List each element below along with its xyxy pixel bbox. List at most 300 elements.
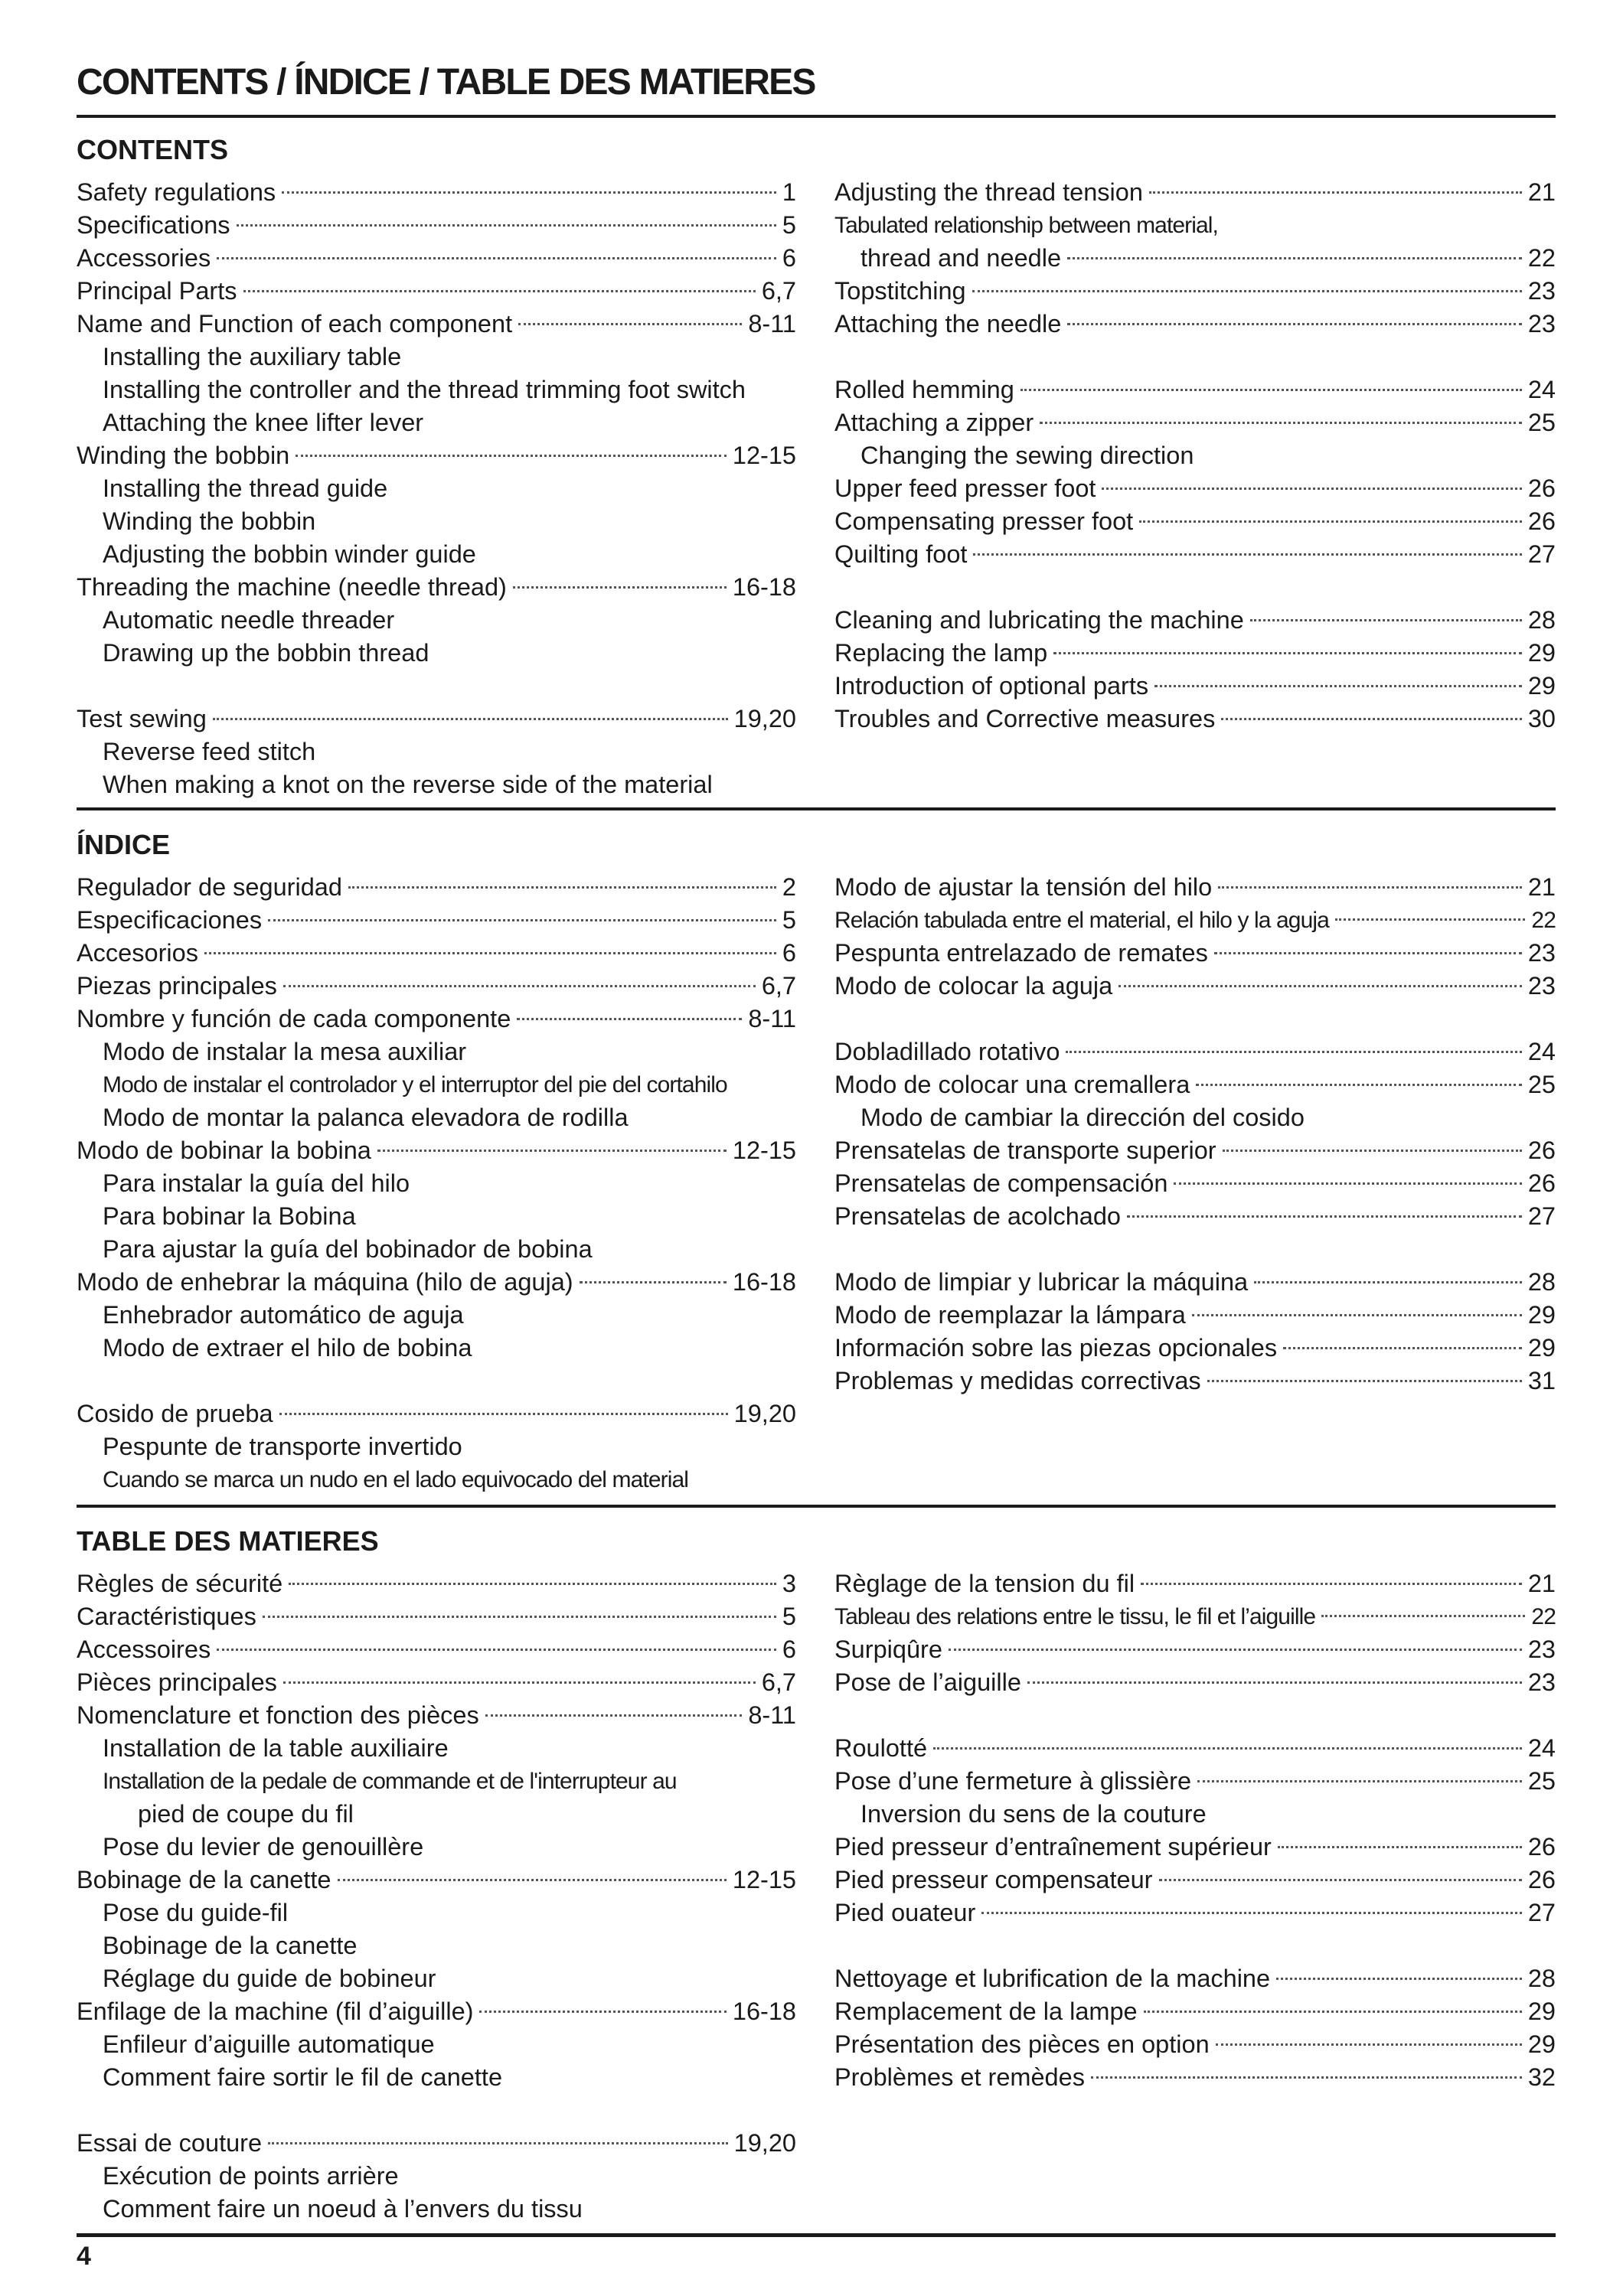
- toc-entry-title: Pied ouateur: [834, 1899, 976, 1926]
- toc-entry: [77, 1003, 796, 1035]
- dot-leader: [268, 2142, 728, 2144]
- dot-leader: [1278, 1846, 1522, 1848]
- toc-entry-title: Pespunta entrelazado de remates: [834, 939, 1208, 967]
- section-heading: ÍNDICE: [77, 829, 171, 860]
- section-contents: [77, 132, 1556, 798]
- section-table-des-matieres: [77, 1523, 1556, 2223]
- toc-entry: [834, 406, 1556, 439]
- toc-entry-title: Enfileur d’aiguille automatique: [103, 2030, 435, 2058]
- toc-entry: [77, 2028, 796, 2061]
- dot-leader: [1216, 2043, 1522, 2046]
- dot-leader: [237, 224, 776, 227]
- dot-leader: [1283, 1347, 1522, 1349]
- toc-entry-page: 29: [1527, 2030, 1556, 2058]
- toc-entry-title: Nomenclature et fonction des pièces: [77, 1701, 479, 1729]
- dot-leader: [243, 290, 756, 292]
- toc-entry: [77, 2160, 796, 2193]
- toc-entry-title: Exécution de points arrière: [103, 2162, 399, 2190]
- toc-entry-title: Présentation des pièces en option: [834, 2030, 1210, 2058]
- toc-entry: [77, 1167, 796, 1200]
- section-heading: CONTENTS: [77, 134, 228, 165]
- toc-entry-title: Winding the bobbin: [77, 442, 290, 469]
- dot-leader: [213, 718, 728, 720]
- toc-entry-title: Problemas y medidas correctivas: [834, 1367, 1201, 1394]
- toc-entry-title: Regulador de seguridad: [77, 873, 342, 901]
- toc-entry-title: Especificaciones: [77, 906, 263, 934]
- toc-entry: [834, 1035, 1556, 1068]
- toc-entry: [834, 505, 1556, 538]
- toc-entry-title: Para ajustar la guía del bobinador de bobina: [103, 1235, 593, 1263]
- toc-entry: [77, 970, 796, 1003]
- toc-entry-title: Caractéristiques: [77, 1603, 256, 1630]
- toc-entry-title: Pose de l’aiguille: [834, 1668, 1021, 1696]
- toc-entry: [834, 1962, 1556, 1995]
- toc-entry-title: Surpiqûre: [834, 1636, 942, 1663]
- toc-entry: [77, 1864, 796, 1896]
- toc-column-right: [834, 871, 1556, 1397]
- toc-entry: [834, 1266, 1556, 1299]
- dot-leader: [1276, 1978, 1522, 1980]
- toc-entry: [834, 604, 1556, 637]
- toc-entry: [77, 1068, 796, 1101]
- dot-leader: [217, 257, 776, 259]
- toc-entry: [77, 1332, 796, 1365]
- toc-entry-page: 5: [782, 211, 796, 239]
- dot-leader: [338, 1879, 727, 1881]
- toc-spacer: [834, 1699, 1556, 1732]
- toc-entry: [834, 1299, 1556, 1332]
- toc-entry-page: 29: [1527, 1301, 1556, 1329]
- toc-entry-title: Cleaning and lubricating the machine: [834, 606, 1244, 634]
- dot-leader: [1214, 952, 1522, 954]
- toc-entry: [77, 735, 796, 768]
- toc-entry-title: Modo de montar la palanca elevadora de rodilla: [103, 1104, 629, 1131]
- toc-entry-title: Test sewing: [77, 705, 207, 732]
- dot-leader: [1091, 2076, 1522, 2079]
- dot-leader: [217, 1649, 776, 1651]
- toc-entry-page: 19,20: [733, 2129, 796, 2157]
- dot-leader: [1192, 1314, 1522, 1316]
- toc-entry: [77, 341, 796, 373]
- toc-entry-title: Cuando se marca un nudo en el lado equivocado del material: [103, 1467, 689, 1492]
- toc-entry: [834, 637, 1556, 670]
- toc-entry-title: Pose du levier de genouillère: [103, 1833, 424, 1861]
- toc-entry-title: Modo de limpiar y lubricar la máquina: [834, 1268, 1249, 1296]
- toc-entry: [77, 1995, 796, 2028]
- toc-entry: [834, 1200, 1556, 1233]
- toc-entry-title: Installation de la pedale de commande et de l'interrupteur au: [103, 1769, 677, 1794]
- toc-entry: [834, 1765, 1556, 1798]
- toc-entry-page: 27: [1527, 1899, 1556, 1926]
- toc-entry-page: 24: [1527, 1734, 1556, 1762]
- toc-entry-page: 30: [1527, 705, 1556, 732]
- toc-entry: [77, 2127, 796, 2160]
- dot-leader: [1221, 718, 1522, 720]
- toc-entry-title: Attaching a zipper: [834, 409, 1034, 436]
- toc-entry-title: Modo de reemplazar la lámpara: [834, 1301, 1186, 1329]
- dot-leader: [1066, 1051, 1521, 1053]
- dot-leader: [1020, 389, 1522, 391]
- toc-entry: [77, 406, 796, 439]
- dot-leader: [513, 586, 727, 589]
- toc-entry-title: Bobinage de la canette: [77, 1866, 331, 1893]
- dot-leader: [1218, 886, 1522, 889]
- toc-spacer: [834, 571, 1556, 604]
- toc-entry-page: 6: [782, 1636, 796, 1663]
- toc-entry-page: 8-11: [748, 310, 796, 338]
- dot-leader: [1197, 1780, 1522, 1782]
- page-title: CONTENTS / ÍNDICE / TABLE DES MATIERES: [77, 62, 815, 103]
- toc-entry-title: Accesorios: [77, 939, 198, 967]
- toc-entry-page: 32: [1527, 2063, 1556, 2091]
- toc-entry: [834, 472, 1556, 505]
- toc-entry: [834, 1798, 1556, 1831]
- toc-entry-page: 16-18: [732, 1998, 796, 2025]
- toc-entry-title: Threading the machine (needle thread): [77, 573, 507, 601]
- toc-entry-title: Safety regulations: [77, 178, 276, 206]
- toc-entry-page: 6,7: [761, 972, 796, 1000]
- toc-entry-title: Modo de instalar el controlador y el interruptor del pie del cortahilo: [103, 1072, 727, 1097]
- toc-entry-title: Relación tabulada entre el material, el hilo y la aguja: [834, 908, 1329, 933]
- toc-entry-page: 23: [1527, 310, 1556, 338]
- toc-entry: [834, 538, 1556, 571]
- toc-entry: [834, 1995, 1556, 2028]
- section-divider: [77, 1505, 1556, 1508]
- toc-column-left: [77, 176, 796, 801]
- toc-entry-page: 21: [1527, 873, 1556, 901]
- toc-entry-title: Prensatelas de acolchado: [834, 1202, 1122, 1230]
- toc-entry: [834, 703, 1556, 735]
- toc-entry: [834, 1167, 1556, 1200]
- toc-spacer: [834, 1929, 1556, 1962]
- toc-entry-page: 22: [1531, 1604, 1556, 1629]
- toc-entry-page: 23: [1527, 972, 1556, 1000]
- section-heading: TABLE DES MATIERES: [77, 1525, 379, 1557]
- toc-entry-page: 1: [782, 178, 796, 206]
- toc-entry: [834, 1732, 1556, 1765]
- toc-entry-title: Introduction of optional parts: [834, 672, 1149, 700]
- toc-entry-title: Modo de colocar la aguja: [834, 972, 1113, 1000]
- dot-leader: [283, 1681, 756, 1684]
- toc-entry: [77, 703, 796, 735]
- toc-entry-title: Pose du guide-fil: [103, 1899, 289, 1926]
- toc-entry-page: 26: [1527, 1866, 1556, 1893]
- toc-entry-page: 26: [1527, 1169, 1556, 1197]
- toc-entry: [834, 1831, 1556, 1864]
- toc-entry-page: 6,7: [761, 1668, 796, 1696]
- dot-leader: [972, 290, 1522, 292]
- toc-entry: [77, 1299, 796, 1332]
- toc-entry: [834, 1896, 1556, 1929]
- toc-entry-title: Installation de la table auxiliaire: [103, 1734, 449, 1762]
- dot-leader: [1067, 257, 1522, 259]
- toc-entry-title: Accessories: [77, 244, 211, 272]
- toc-entry: [77, 571, 796, 604]
- toc-entry-title: pied de coupe du fil: [138, 1800, 354, 1828]
- toc-entry: [834, 373, 1556, 406]
- toc-entry-page: 27: [1527, 1202, 1556, 1230]
- toc-entry: [77, 1463, 796, 1496]
- toc-entry-title: Essai de couture: [77, 2129, 263, 2157]
- dot-leader: [279, 1413, 728, 1415]
- dot-leader: [1118, 985, 1522, 987]
- toc-entry-title: Enfilage de la machine (fil d’aiguille): [77, 1998, 474, 2025]
- toc-entry-title: Rolled hemming: [834, 376, 1014, 403]
- toc-entry-title: Modo de ajustar la tensión del hilo: [834, 873, 1213, 901]
- toc-entry-title: Installing the auxiliary table: [103, 343, 402, 370]
- dot-leader: [1139, 520, 1522, 523]
- toc-entry-page: 21: [1527, 1570, 1556, 1597]
- toc-entry-title: Drawing up the bobbin thread: [103, 639, 429, 667]
- toc-entry: [834, 242, 1556, 275]
- toc-entry-title: Règlage de la tension du fil: [834, 1570, 1135, 1597]
- toc-entry-page: 31: [1527, 1367, 1556, 1394]
- toc-entry: [834, 1101, 1556, 1134]
- toc-entry: [77, 2061, 796, 2094]
- toc-entry-title: Modo de cambiar la dirección del cosido: [860, 1104, 1305, 1131]
- toc-entry-title: Inversion du sens de la couture: [860, 1800, 1207, 1828]
- toc-entry-page: 28: [1527, 1965, 1556, 1992]
- toc-entry: [77, 1896, 796, 1929]
- toc-entry: [77, 1929, 796, 1962]
- dot-leader: [1040, 422, 1522, 424]
- toc-entry-title: Información sobre las piezas opcionales: [834, 1334, 1278, 1362]
- toc-entry-title: Automatic needle threader: [103, 606, 395, 634]
- toc-entry-page: 29: [1527, 1998, 1556, 2025]
- toc-entry-page: 8-11: [748, 1701, 796, 1729]
- toc-entry-title: Modo de colocar una cremallera: [834, 1071, 1190, 1098]
- toc-entry-title: Replacing the lamp: [834, 639, 1048, 667]
- toc-entry-page: 28: [1527, 1268, 1556, 1296]
- toc-entry-page: 29: [1527, 672, 1556, 700]
- toc-entry: [77, 308, 796, 341]
- toc-entry: [77, 637, 796, 670]
- dot-leader: [1159, 1879, 1522, 1881]
- toc-spacer: [834, 1003, 1556, 1035]
- toc-entry: [834, 308, 1556, 341]
- toc-entry: [77, 538, 796, 571]
- toc-entry: [77, 2193, 796, 2226]
- toc-entry-title: Adjusting the bobbin winder guide: [103, 540, 476, 568]
- toc-entry-page: 6,7: [761, 277, 796, 305]
- toc-entry: [77, 439, 796, 472]
- toc-entry-title: Modo de extraer el hilo de bobina: [103, 1334, 472, 1362]
- toc-spacer: [77, 2094, 796, 2127]
- toc-entry-title: Tableau des relations entre le tissu, le fil et l’aiguille: [834, 1604, 1316, 1629]
- toc-entry-title: Tabulated relationship between material,: [834, 213, 1218, 238]
- toc-entry-title: Para instalar la guía del hilo: [103, 1169, 410, 1197]
- toc-entry-title: Specifications: [77, 211, 230, 239]
- toc-entry-title: Règles de sécurité: [77, 1570, 283, 1597]
- toc-entry-title: Remplacement de la lampe: [834, 1998, 1138, 2025]
- toc-entry-page: 29: [1527, 1334, 1556, 1362]
- toc-entry: [834, 1134, 1556, 1167]
- toc-entry: [834, 439, 1556, 472]
- toc-entry-title: Accessoires: [77, 1636, 211, 1663]
- toc-entry: [834, 1068, 1556, 1101]
- toc-entry: [834, 970, 1556, 1003]
- toc-entry-page: 24: [1527, 376, 1556, 403]
- toc-entry: [77, 1831, 796, 1864]
- toc-entry-title: Installing the controller and the thread trimming foot switch: [103, 376, 746, 403]
- toc-entry: [834, 1567, 1556, 1600]
- toc-entry: [77, 1101, 796, 1134]
- toc-entry-title: Enhebrador automático de aguja: [103, 1301, 464, 1329]
- toc-entry-page: 19,20: [733, 705, 796, 732]
- toc-entry-title: Bobinage de la canette: [103, 1932, 358, 1959]
- toc-entry-title: Compensating presser foot: [834, 507, 1134, 535]
- toc-entry-page: 24: [1527, 1038, 1556, 1065]
- toc-entry-title: Pose d’une fermeture à glissière: [834, 1767, 1192, 1795]
- toc-entry: [77, 1397, 796, 1430]
- toc-entry-page: 21: [1527, 178, 1556, 206]
- toc-entry-page: 12-15: [732, 1137, 796, 1164]
- toc-entry: [77, 1134, 796, 1167]
- dot-leader: [1154, 685, 1522, 687]
- toc-entry: [77, 1765, 796, 1798]
- toc-entry: [77, 275, 796, 308]
- toc-entry: [77, 1633, 796, 1666]
- toc-entry-title: Quilting foot: [834, 540, 968, 568]
- toc-entry-page: 23: [1527, 277, 1556, 305]
- toc-entry-title: Topstitching: [834, 277, 966, 305]
- dot-leader: [1223, 1150, 1522, 1152]
- toc-entry-title: Nettoyage et lubrification de la machine: [834, 1965, 1271, 1992]
- dot-leader: [1141, 1583, 1522, 1585]
- toc-entry-page: 28: [1527, 606, 1556, 634]
- toc-entry-title: Prensatelas de compensación: [834, 1169, 1168, 1197]
- dot-leader: [283, 985, 756, 987]
- dot-leader: [377, 1150, 727, 1152]
- toc-entry: [834, 1600, 1556, 1633]
- section-divider: [77, 807, 1556, 810]
- toc-entry-title: Problèmes et remèdes: [834, 2063, 1085, 2091]
- dot-leader: [1207, 1380, 1522, 1382]
- toc-entry: [834, 871, 1556, 904]
- toc-entry: [77, 209, 796, 242]
- toc-entry: [77, 176, 796, 209]
- dot-leader: [1321, 1615, 1525, 1617]
- dot-leader: [296, 455, 727, 457]
- toc-column-left: [77, 1567, 796, 2226]
- toc-entry-title: Troubles and Corrective measures: [834, 705, 1216, 732]
- dot-leader: [1196, 1084, 1522, 1086]
- dot-leader: [479, 2011, 726, 2013]
- toc-entry-title: Prensatelas de transporte superior: [834, 1137, 1216, 1164]
- toc-entry-title: Roulotté: [834, 1734, 928, 1762]
- toc-entry-title: Adjusting the thread tension: [834, 178, 1143, 206]
- toc-entry-page: 26: [1527, 1137, 1556, 1164]
- dot-leader: [1250, 619, 1522, 621]
- toc-entry: [77, 472, 796, 505]
- toc-spacer: [834, 341, 1556, 373]
- toc-entry-title: Pespunte de transporte invertido: [103, 1433, 462, 1460]
- toc-entry-title: Upper feed presser foot: [834, 475, 1096, 502]
- dot-leader: [1335, 918, 1526, 921]
- toc-entry-page: 5: [782, 1603, 796, 1630]
- toc-entry: [77, 373, 796, 406]
- toc-entry-title: thread and needle: [860, 244, 1062, 272]
- toc-entry-title: Attaching the knee lifter lever: [103, 409, 424, 436]
- toc-entry-title: Cosido de prueba: [77, 1400, 273, 1427]
- dot-leader: [1067, 323, 1522, 325]
- toc-entry: [77, 1233, 796, 1266]
- toc-entry-page: 16-18: [732, 1268, 796, 1296]
- toc-entry: [77, 1200, 796, 1233]
- toc-column-right: [834, 1567, 1556, 2094]
- toc-entry-title: Para bobinar la Bobina: [103, 1202, 356, 1230]
- dot-leader: [1149, 191, 1522, 194]
- toc-entry-title: Comment faire un noeud à l’envers du tissu: [103, 2195, 583, 2223]
- dot-leader: [1053, 652, 1522, 654]
- toc-entry-page: 12-15: [732, 1866, 796, 1893]
- toc-entry: [77, 904, 796, 937]
- toc-entry: [77, 505, 796, 538]
- toc-entry-title: Name and Function of each component: [77, 310, 513, 338]
- toc-entry-title: Modo de instalar la mesa auxiliar: [103, 1038, 467, 1065]
- dot-leader: [1174, 1182, 1521, 1185]
- toc-entry-title: Modo de enhebrar la máquina (hilo de aguja): [77, 1268, 573, 1296]
- toc-entry: [834, 209, 1556, 242]
- footer-rule: [77, 2233, 1556, 2237]
- dot-leader: [485, 1714, 743, 1717]
- dot-leader: [348, 886, 776, 889]
- toc-entry-page: 16-18: [732, 573, 796, 601]
- title-rule: [77, 115, 1556, 118]
- toc-entry-page: 6: [782, 939, 796, 967]
- toc-entry-title: Piezas principales: [77, 972, 277, 1000]
- dot-leader: [1102, 488, 1521, 490]
- dot-leader: [204, 952, 776, 954]
- toc-entry: [77, 871, 796, 904]
- toc-entry-page: 23: [1527, 939, 1556, 967]
- dot-leader: [1027, 1681, 1522, 1684]
- toc-entry-page: 5: [782, 906, 796, 934]
- toc-entry: [77, 1699, 796, 1732]
- toc-entry-title: Nombre y función de cada componente: [77, 1005, 511, 1032]
- toc-entry: [834, 1365, 1556, 1397]
- toc-entry-title: Modo de bobinar la bobina: [77, 1137, 371, 1164]
- toc-entry-title: Principal Parts: [77, 277, 237, 305]
- toc-entry-title: Pied presseur compensateur: [834, 1866, 1153, 1893]
- toc-entry-page: 3: [782, 1570, 796, 1597]
- toc-entry: [77, 1798, 796, 1831]
- toc-entry-page: 22: [1527, 244, 1556, 272]
- toc-entry: [834, 275, 1556, 308]
- page-number: 4: [77, 2242, 91, 2271]
- toc-entry-title: Réglage du guide de bobineur: [103, 1965, 436, 1992]
- toc-entry-title: Pièces principales: [77, 1668, 277, 1696]
- dot-leader: [973, 553, 1521, 556]
- dot-leader: [263, 1616, 776, 1618]
- toc-entry: [77, 1266, 796, 1299]
- toc-entry-title: Comment faire sortir le fil de canette: [103, 2063, 503, 2091]
- dot-leader: [1144, 2011, 1522, 2013]
- dot-leader: [517, 1018, 742, 1020]
- dot-leader: [518, 323, 742, 325]
- toc-entry-page: 2: [782, 873, 796, 901]
- dot-leader: [268, 919, 776, 921]
- toc-entry-page: 6: [782, 244, 796, 272]
- toc-entry: [77, 1567, 796, 1600]
- toc-entry: [834, 937, 1556, 970]
- toc-entry: [834, 1332, 1556, 1365]
- toc-entry: [77, 242, 796, 275]
- toc-spacer: [77, 670, 796, 703]
- toc-entry-title: Installing the thread guide: [103, 475, 388, 502]
- toc-entry-page: 25: [1527, 1767, 1556, 1795]
- toc-entry-page: 12-15: [732, 442, 796, 469]
